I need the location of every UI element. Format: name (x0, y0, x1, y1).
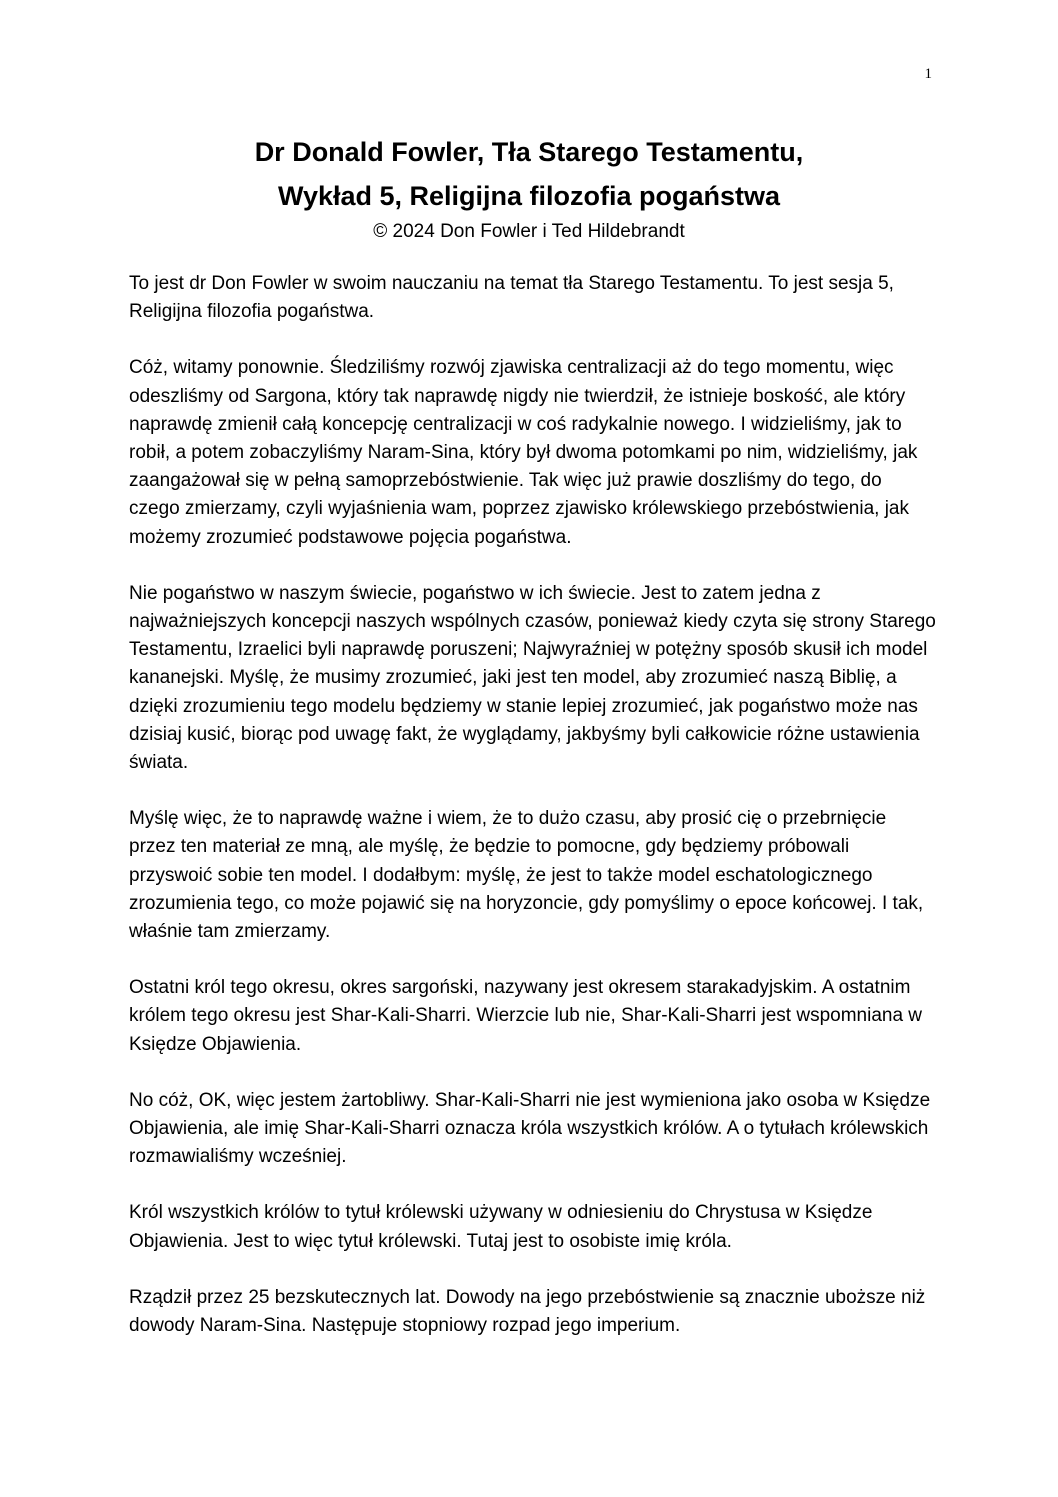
page-number: 1 (924, 66, 932, 82)
paragraph-4: Myślę więc, że to naprawdę ważne i wiem, że to dużo czasu, aby prosić cię o przebrnięcie przez ten materiał ze mną, ale myślę, że będzie to pomocne, gdy będziemy próbowali przyswoić sobie ten model. I dodałbym: myślę, że jest to także model eschatologicznego zrozumienia tego, co może pojawić się na horyzoncie, gdy pomyślimy o epoce końcowej. I tak, właśnie tam zmierzamy. (129, 808, 924, 943)
paragraph-1: To jest dr Don Fowler w swoim nauczaniu na temat tła Starego Testamentu. To jest sesja 5, Religijna filozofia pogaństwa. (129, 273, 894, 323)
document-header (0, 130, 1058, 246)
paragraph-3: Nie pogaństwo w naszym świecie, pogaństwo w ich świecie. Jest to zatem jedna z najważniejszych koncepcji naszych wspólnych czasów, ponieważ kiedy czyta się strony Starego Testamentu, Izraelici byli naprawdę poruszeni; Najwyraźniej w potężny sposób skusił ich model kananejski. Myślę, że musimy zrozumieć, jaki jest ten model, aby zrozumieć naszą Biblię, a dzięki zrozumieniu tego modelu będziemy w stanie lepiej zrozumieć, jak pogaństwo może nas dzisiaj kusić, biorąc pod uwagę fakt, że wyglądamy, jakbyśmy byli całkowicie różne ustawienia świata. (129, 582, 936, 774)
document-title-line-1: Dr Donald Fowler, Tła Starego Testamentu, (254, 137, 804, 167)
paragraph-7: Król wszystkich królów to tytuł królewski używany w odniesieniu do Chrystusa w Księdze Objawienia. Jest to więc tytuł królewski. Tutaj jest to osobiste imię króla. (129, 1202, 873, 1252)
copyright-notice: © 2024 Don Fowler i Ted Hildebrandt (373, 221, 685, 242)
paragraph-8: Rządził przez 25 bezskutecznych lat. Dowody na jego przebóstwienie są znacznie uboższe niż dowody Naram-Sina. Następuje stopniowy rozpad jego imperium. (129, 1286, 926, 1337)
paragraph-2: Cóż, witamy ponownie. Śledziliśmy rozwój zjawiska centralizacji aż do tego momentu, więc odeszliśmy od Sargona, który tak naprawdę nigdy nie twierdził, że istnieje boskość, ale który naprawdę zmienił całą koncepcję centralizacji w coś radykalnie nowego. I widzieliśmy, jak to robił, a potem zobaczyliśmy Naram-Sina, który był dwoma potomkami po nim, widzieliśmy, jak zaangażował się w pełną samoprzebóstwienie. Tak więc już prawie doszliśmy do tego, do czego zmierzamy, czyli wyjaśnienia wam, poprzez zjawisko królewskiego przebóstwienia, jak możemy zrozumieć podstawowe pojęcia pogaństwa. (129, 357, 918, 548)
paragraph-5: Ostatni król tego okresu, okres sargoński, nazywany jest okresem starakadyjskim. A ostatnim królem tego okresu jest Shar-Kali-Sharri. Wierzcie lub nie, Shar-Kali-Sharri jest wspomniana w Księdze Objawienia. (129, 977, 923, 1055)
document-title-line-2: Wykład 5, Religijna filozofia pogaństwa (277, 181, 781, 211)
document-body (129, 270, 937, 1368)
paragraph-6: No cóż, OK, więc jestem żartobliwy. Shar-Kali-Sharri nie jest wymieniona jako osoba w Księdze Objawienia, ale imię Shar-Kali-Sharri oznacza króla wszystkich królów. A o tytułach królewskich rozmawialiśmy wcześniej. (129, 1089, 931, 1168)
